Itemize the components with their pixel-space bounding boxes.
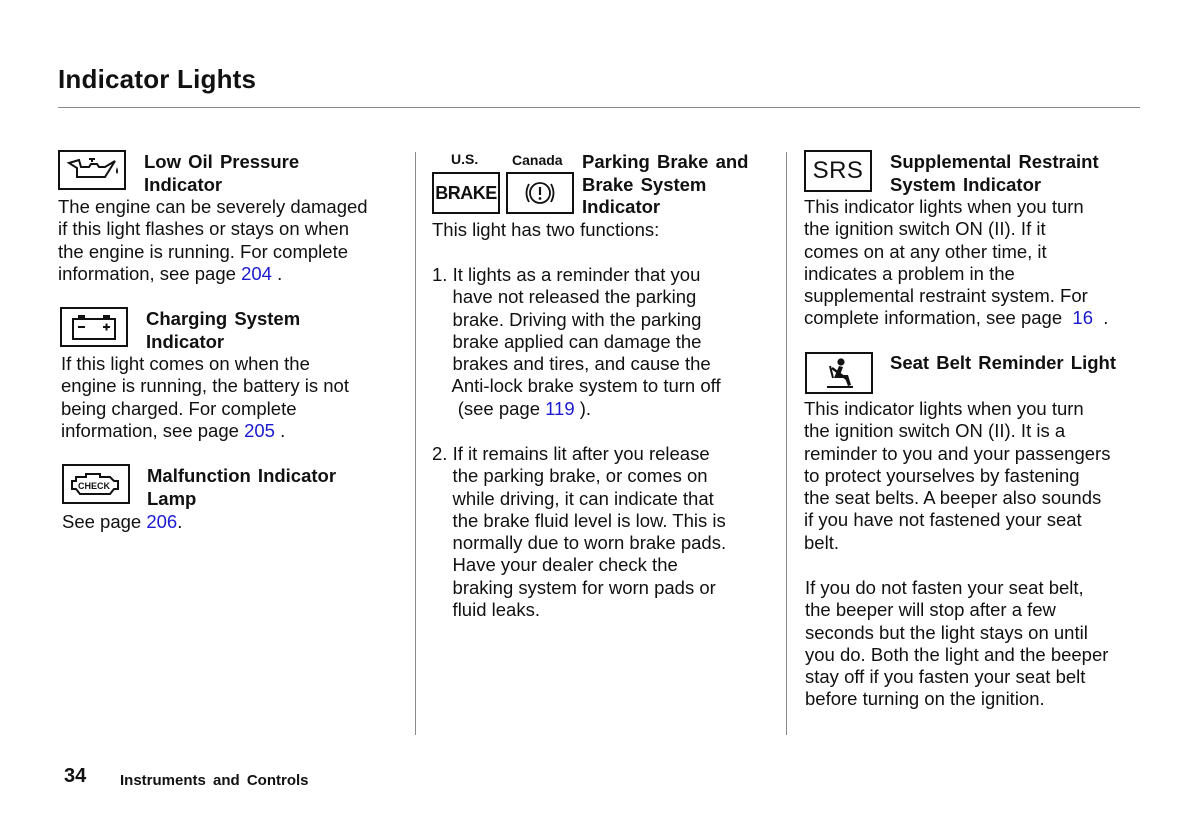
canada-label: Canada [512,152,563,168]
column-divider-1 [415,152,416,735]
brake-us-icon-text: BRAKE [435,182,497,203]
oil-page-link[interactable]: 204 [241,262,272,284]
srs-icon-text: SRS [812,157,864,184]
seatbelt-para-1: This indicator lights when you turn the ignition switch ON (II). It is a reminder to you and your passengers to protect yourselves by fastening the seat belts. A beeper also sounds if you have not fastened your seat belt. [804,398,1111,553]
brake-circle-icon [506,172,574,214]
battery-icon [60,307,128,347]
charging-heading: Charging System Indicator [146,308,301,352]
brake-item-2: 2. If it remains lit after you release the parking brake, or comes on while driving, it can indicate that the brake fluid level is low. This is normally due to worn brake pads. Have your dealer check the braking system for worn pads or fluid leaks. [432,443,727,621]
oil-can-icon [58,150,126,190]
srs-heading: Supplemental Restraint System Indicator [890,151,1099,195]
brake-heading: Parking Brake and Brake System Indicator [582,151,749,217]
brake-us-icon [432,172,500,214]
srs-description: This indicator lights when you turn the ignition switch ON (II). If it comes on at any other time, it indicates a problem in the supplemental restraint system. For complete information, see page 16 . [804,196,1109,329]
seatbelt-heading: Seat Belt Reminder Light [890,352,1116,373]
charging-page-link[interactable]: 205 [244,419,275,441]
section-name: Instruments and Controls [120,772,309,789]
srs-icon [804,150,872,192]
oil-description: The engine can be severely damaged if this light flashes or stays on when the engine is running. For complete information, see page 204 . [58,196,368,284]
column-divider-2 [786,152,787,735]
brake-page-link[interactable]: 119 [545,397,575,419]
us-label: U.S. [451,151,479,167]
page-title: Indicator Lights [58,64,257,94]
page-number: 34 [64,765,87,787]
seat-belt-icon [805,352,873,394]
title-divider [58,107,1140,108]
mil-heading: Malfunction Indicator Lamp [147,465,337,509]
brake-item-1: 1. It lights as a reminder that you have not released the parking brake. Driving with the parking brake applied can damage the brakes and tires, and cause the Anti-lock brake system to turn off (see page 119 ). [432,264,721,419]
seatbelt-para-2: If you do not fasten your seat belt, the beeper will stop after a few seconds but the light stays on until you do. Both the light and the beeper stay off if you fasten your seat belt before turning on the ignition. [805,577,1109,710]
mil-page-link[interactable]: 206 [146,511,178,532]
check-engine-icon-text: CHECK [77,481,111,491]
mil-see-page: See page 206. [62,511,183,532]
charging-description: If this light comes on when the engine is running, the battery is not being charged. For complete information, see page 205 . [61,353,349,441]
oil-heading: Low Oil Pressure Indicator [144,151,300,195]
brake-intro: This light has two functions: [432,219,660,240]
check-engine-icon [62,464,130,504]
srs-page-link[interactable]: 16 [1072,307,1093,329]
